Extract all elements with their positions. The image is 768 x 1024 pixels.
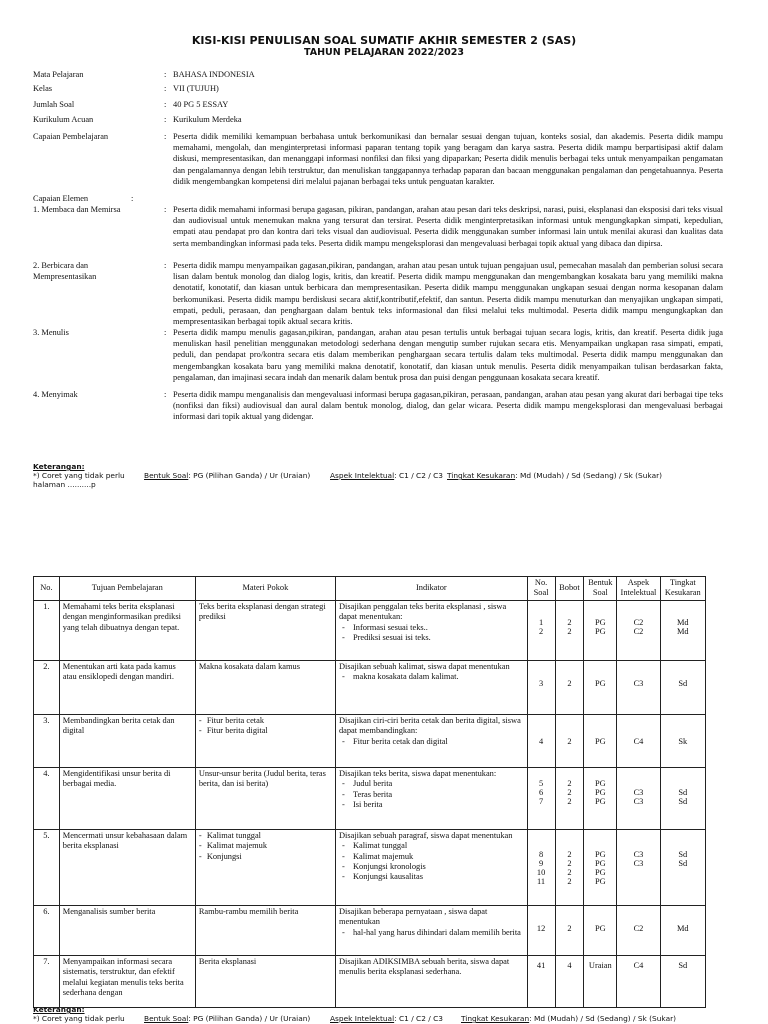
soal-value: 10 xyxy=(536,867,546,877)
info-colon: : xyxy=(131,194,134,203)
cell-indikator xyxy=(335,829,527,905)
cell-materi xyxy=(195,955,335,1007)
cell-indikator xyxy=(335,600,527,660)
info-row xyxy=(33,99,723,114)
bentuk-value: PG xyxy=(594,678,606,688)
cell-materi xyxy=(195,660,335,714)
info-label: Kelas xyxy=(33,84,53,93)
tingkat-value: Md xyxy=(676,617,689,627)
cell-aspek xyxy=(617,829,660,905)
cell-bentuk xyxy=(584,660,617,714)
info-colon: : xyxy=(164,70,167,79)
cell-tujuan xyxy=(59,714,195,767)
aspek-value: C4 xyxy=(633,736,644,746)
table-row xyxy=(34,600,706,660)
cell-bentuk xyxy=(584,829,617,905)
table-row xyxy=(34,829,706,905)
cell-soal xyxy=(527,905,555,955)
row-number: 2. xyxy=(43,661,50,671)
bentuk-value: PG xyxy=(594,867,606,877)
tingkat-value: Md xyxy=(676,626,689,636)
header-bobot: Bobot xyxy=(555,577,584,601)
aspek-value: C3 xyxy=(633,787,644,797)
cell-bobot xyxy=(555,660,584,714)
cell-soal xyxy=(527,955,555,1007)
keterangan-heading: Keterangan: xyxy=(33,1005,85,1014)
indikator-item: - Judul berita xyxy=(339,779,524,789)
aspek-value xyxy=(620,868,656,877)
page-title: KISI-KISI PENULISAN SOAL SUMATIF AKHIR SEMESTER 2 (SAS) xyxy=(191,34,577,47)
info-row xyxy=(33,69,723,83)
elemen-row xyxy=(33,260,723,327)
info-label: Jumlah Soal xyxy=(33,100,75,109)
cell-bobot xyxy=(555,767,584,829)
bentuk-value: PG xyxy=(594,787,606,797)
soal-value: 8 xyxy=(538,849,544,859)
elemen-value: Peserta didik mampu menganalisis dan mengevaluasi informasi berupa gagasan,pikiran, perasaan, pandangan, arahan atau pesan yang akurat dari berbagai tipe teks (nonfiksi dan fiksi) audiovisual dan aural dalam bentuk monolog, dialog, dan gelar wicara. Peserta didik mampu mengeksplorasi dan mengevaluasi berbagai informasi dari topik aktual yang didengar. xyxy=(173,390,723,422)
cell-bentuk xyxy=(584,600,617,660)
aspek-value: : C1 / C2 / C3 xyxy=(394,471,443,480)
aspek-value: C3 xyxy=(633,796,644,806)
table-body xyxy=(34,600,706,1007)
materi-item: - Fitur berita cetak xyxy=(199,716,332,726)
soal-value: 41 xyxy=(536,960,546,970)
cell-indikator xyxy=(335,767,527,829)
info-colon: : xyxy=(164,132,167,141)
cell-no xyxy=(34,905,60,955)
info-colon: : xyxy=(164,100,167,109)
bobot-value: 4 xyxy=(567,960,572,970)
cell-tujuan xyxy=(59,955,195,1007)
bentuk-value: PG xyxy=(594,796,606,806)
materi-text: Makna kosakata dalam kamus xyxy=(198,661,300,671)
table-row xyxy=(34,767,706,829)
cell-no xyxy=(34,600,60,660)
info-colon: : xyxy=(164,115,167,124)
indikator-text: Disajikan sebuah kalimat, siswa dapat menentukan xyxy=(338,661,510,671)
bobot-value: 2 xyxy=(567,849,572,859)
cell-bobot xyxy=(555,905,584,955)
info-value: Kurikulum Merdeka xyxy=(173,115,242,124)
indikator-text: Disajikan beberapa pernyataan , siswa dapat menentukan xyxy=(338,906,488,927)
info-colon: : xyxy=(164,205,167,214)
table-row xyxy=(34,714,706,767)
cell-materi xyxy=(195,767,335,829)
indikator-item: - Informasi sesuai teks.. xyxy=(339,623,524,633)
materi-item: - Konjungsi xyxy=(199,852,332,862)
cell-soal xyxy=(527,767,555,829)
row-number: 5. xyxy=(43,830,50,840)
tingkat-label: Tingkat Kesukaran xyxy=(461,1014,530,1023)
row-number: 6. xyxy=(43,906,50,916)
aspek-value: C4 xyxy=(633,960,644,970)
tingkat-value: Sd xyxy=(678,849,688,859)
tingkat-value: Sd xyxy=(678,678,688,688)
cell-tingkat xyxy=(660,955,705,1007)
keterangan-bottom xyxy=(33,1005,733,1024)
bentuk-value: PG xyxy=(594,778,606,788)
tingkat-label: Tingkat Kesukaran xyxy=(447,471,516,480)
aspek-label: Aspek Intelektual xyxy=(330,471,395,480)
row-number: 1. xyxy=(43,601,50,611)
indikator-item: - Kalimat majemuk xyxy=(339,852,524,862)
indikator-item: - Isi berita xyxy=(339,800,524,810)
elemen-heading: Capaian Elemen xyxy=(33,194,89,203)
indikator-item: - Konjungsi kronologis xyxy=(339,862,524,872)
cell-bobot xyxy=(555,829,584,905)
cell-bobot xyxy=(555,955,584,1007)
cell-no xyxy=(34,714,60,767)
indikator-item: - Kalimat tunggal xyxy=(339,841,524,851)
bobot-value: 2 xyxy=(567,617,572,627)
cell-tingkat xyxy=(660,767,705,829)
soal-value: 9 xyxy=(538,858,544,868)
cell-aspek xyxy=(617,714,660,767)
elemen-label: 1. Membaca dan Memirsa xyxy=(33,205,121,214)
aspek-value: C2 xyxy=(633,617,644,627)
cell-soal xyxy=(527,714,555,767)
indikator-item: - Prediksi sesuai isi teks. xyxy=(339,633,524,643)
keterangan-top xyxy=(33,462,733,492)
info-value: 40 PG 5 ESSAY xyxy=(173,100,229,109)
info-label: Kurikulum Acuan xyxy=(33,115,94,124)
page-subtitle: TAHUN PELAJARAN 2022/2023 xyxy=(303,47,465,58)
bobot-value: 2 xyxy=(567,778,572,788)
elemen-value: Peserta didik mampu menulis gagasan,pikiran, pandangan, arahan atau pesan tertulis untuk berbagai tujuan secara logis, kritis, dan kreatif. Peserta didik juga menuliskan hasil penelitian menggunakan metodologi sederhana dengan mengutip sumber rujukan secara etis. Menyampaikan ungkapan rasa simpati, empati, peduli, dan pendapat pro/kontra secara etis dalam memberikan penghargaan secara tertulis dalam teks multimodal. Peserta didik mampu menggunakan dan mengembangkan kosakata baru yang memiliki makna denotatif, konotatif, dan kiasan untuk menulis. Peserta didik menyampaikan tulisan berdasarkan fakta, pengalaman, dan imajinasi secara indah dan menarik dalam bentuk prosa dan puisi dengan penggunaan kosakata secara kreatif. xyxy=(173,328,723,382)
aspek-value: C2 xyxy=(633,923,644,933)
tujuan-text: Mengidentifikasi unsur berita di berbagai media. xyxy=(62,768,171,789)
indikator-text: Disajikan ciri-ciri berita cetak dan berita digital, siswa dapat membandingkan: xyxy=(338,715,521,736)
cell-no xyxy=(34,767,60,829)
materi-item: - Kalimat tunggal xyxy=(199,831,332,841)
cell-bobot xyxy=(555,600,584,660)
cell-materi xyxy=(195,600,335,660)
cell-no xyxy=(34,829,60,905)
tujuan-text: Menyampaikan informasi secara sistematis, terstruktur, dan efektif melalui kegiatan menulis teks berita sederhana dengan xyxy=(62,956,184,998)
cell-tujuan xyxy=(59,600,195,660)
aspek-value: C2 xyxy=(633,626,644,636)
bobot-value: 2 xyxy=(567,626,572,636)
keterangan-note: *) Coret yang tidak perlu xyxy=(33,471,125,480)
indikator-item: - hal-hal yang harus dihindari dalam memilih berita xyxy=(339,928,524,938)
soal-value: 1 xyxy=(538,617,544,627)
cell-materi xyxy=(195,905,335,955)
cell-soal xyxy=(527,660,555,714)
bentuk-soal-value: : PG (Pilihan Ganda) / Ur (Uraian) xyxy=(188,471,311,480)
cell-aspek xyxy=(617,767,660,829)
cell-bentuk xyxy=(584,905,617,955)
bobot-value: 2 xyxy=(567,796,572,806)
cell-tujuan xyxy=(59,660,195,714)
tujuan-text: Menganalisis sumber berita xyxy=(62,906,156,916)
aspek-label: Aspek Intelektual xyxy=(330,1014,395,1023)
cell-indikator xyxy=(335,955,527,1007)
soal-value: 6 xyxy=(538,787,544,797)
bentuk-value: PG xyxy=(594,617,606,627)
materi-text: Rambu-rambu memilih berita xyxy=(198,906,299,916)
elemen-row xyxy=(33,389,723,423)
tingkat-value xyxy=(664,868,702,877)
aspek-value: C3 xyxy=(633,849,644,859)
cell-bentuk xyxy=(584,767,617,829)
bobot-value: 2 xyxy=(567,858,572,868)
indikator-text: Disajikan sebuah paragraf, siswa dapat menentukan xyxy=(338,830,513,840)
cell-indikator xyxy=(335,905,527,955)
cell-tujuan xyxy=(59,767,195,829)
cell-soal xyxy=(527,829,555,905)
bentuk-value: PG xyxy=(594,858,606,868)
info-label: Mata Pelajaran xyxy=(33,70,84,79)
cell-aspek xyxy=(617,600,660,660)
cell-bobot xyxy=(555,714,584,767)
info-value: BAHASA INDONESIA xyxy=(173,70,255,79)
header-materi: Materi Pokok xyxy=(195,577,335,601)
aspek-value: C3 xyxy=(633,678,644,688)
info-colon: : xyxy=(164,390,167,399)
bobot-value: 2 xyxy=(567,876,572,886)
indikator-item: - Konjungsi kausalitas xyxy=(339,872,524,882)
bentuk-value: PG xyxy=(594,876,606,886)
tingkat-value: : Md (Mudah) / Sd (Sedang) / Sk (Sukar) xyxy=(529,1014,677,1023)
info-value: VII (TUJUH) xyxy=(173,84,219,93)
tingkat-value: Sd xyxy=(678,787,688,797)
cell-tingkat xyxy=(660,905,705,955)
kisi-kisi-table xyxy=(33,576,706,1008)
table-row xyxy=(34,905,706,955)
soal-value: 11 xyxy=(537,876,546,886)
tingkat-value: Sd xyxy=(678,796,688,806)
indikator-item: - Fitur berita cetak dan digital xyxy=(339,737,524,747)
materi-item: - Kalimat majemuk xyxy=(199,841,332,851)
info-label: Capaian Pembelajaran xyxy=(33,132,109,141)
bobot-value: 2 xyxy=(567,787,572,797)
tingkat-value xyxy=(664,877,702,886)
cell-tujuan xyxy=(59,905,195,955)
aspek-value xyxy=(620,779,656,788)
tingkat-value: Sk xyxy=(678,736,688,746)
bobot-value: 2 xyxy=(567,867,572,877)
bobot-value: 2 xyxy=(567,923,572,933)
bobot-value: 2 xyxy=(567,736,572,746)
cell-soal xyxy=(527,600,555,660)
cell-materi xyxy=(195,829,335,905)
elemen-value: Peserta didik mampu menyampaikan gagasan,pikiran, pandangan, arahan atau pesan untuk tujuan pengajuan usul, pemecahan masalah dan pemberian solusi secara lisan dalam bentuk monolog dan dialog logis, kritis, dan kreatif. Peserta didik mampu menggunakan dan mengembangkan kosakata baru yang memiliki makna denotatif, konotatif, dan kiasan untuk berbicara dan mempresentasikan. Peserta didik mampu menggunakan ungkapan sesuai dengan norma kesopanan dalam berkomunikasi. Peserta didik mampu berdiskusi secara aktif,kontributif,efektif, dan santun. Peserta didik mampu menuturkan dan menyajikan ungkapan simpati, empati, peduli, perasaan, dan penghargaan dalam bentuk teks informasional dan fiksi melalui teks multimodal. Peserta didik mampu mengungkapkan dan mempresentasikan berbagai topik aktual secara kritis. xyxy=(173,261,723,327)
header-indikator: Indikator xyxy=(335,577,527,601)
tingkat-value: Md xyxy=(676,923,689,933)
soal-value: 4 xyxy=(538,736,544,746)
row-number: 4. xyxy=(43,768,50,778)
tujuan-text: Mencermati unsur kebahasaan dalam berita eksplanasi xyxy=(62,830,188,851)
keterangan-note: *) Coret yang tidak perlu xyxy=(33,1014,125,1023)
cell-indikator xyxy=(335,660,527,714)
tujuan-text: Menentukan arti kata pada kamus atau ensiklopedi dengan mandiri. xyxy=(62,661,176,682)
cell-no xyxy=(34,660,60,714)
info-value: Peserta didik memiliki kemampuan berbahasa untuk berkomunikasi dan bernalar sesuai dengan tujuan, konteks sosial, dan akademis. Peserta didik mampu memahami, mengolah, dan menginterpretasi informasi paparan tentang topik yang beragam dan karya sastra. Peserta didik mampu berpartisipasi aktif dalam diskusi, mempresentasikan, dan menanggapi informasi nonfiksi dan fiksi yang dipaparkan; Peserta didik menulis berbagai teks untuk menyampaikan pengamatan dan pengalamannya dengan lebih terstruktur, dan menuliskan tanggapannya terhadap paparan dan bacaan menggunakan pengalaman dan pengetahuannya. Peserta didik mengembangkan kompetensi diri melalui pajanan berbagai teks untuk penguatan karakter. xyxy=(173,132,723,186)
soal-value: 7 xyxy=(538,796,544,806)
cell-aspek xyxy=(617,660,660,714)
tingkat-value: : Md (Mudah) / Sd (Sedang) / Sk (Sukar) xyxy=(515,471,663,480)
tingkat-value xyxy=(664,779,702,788)
aspek-value: C3 xyxy=(633,858,644,868)
elemen-label: 2. Berbicara dan Mempresentasikan xyxy=(33,261,97,282)
materi-text: Unsur-unsur berita (Judul berita, teras berita, dan isi berita) xyxy=(198,768,326,789)
materi-text: Teks berita eksplanasi dengan strategi prediksi xyxy=(198,601,326,622)
header-no-soal: No. Soal xyxy=(527,577,555,601)
bentuk-value: PG xyxy=(594,849,606,859)
cell-indikator xyxy=(335,714,527,767)
elemen-heading-row xyxy=(33,193,723,204)
soal-value: 2 xyxy=(538,626,544,636)
info-row xyxy=(33,83,723,99)
cell-no xyxy=(34,955,60,1007)
table-row xyxy=(34,660,706,714)
elemen-label: 3. Menulis xyxy=(33,328,69,337)
info-section xyxy=(33,69,723,423)
header-tingkat: Tingkat Kesukaran xyxy=(660,577,705,601)
info-row xyxy=(33,131,723,193)
cell-materi xyxy=(195,714,335,767)
materi-item: - Fitur berita digital xyxy=(199,726,332,736)
cell-tingkat xyxy=(660,660,705,714)
bobot-value: 2 xyxy=(567,678,572,688)
indikator-item: - Teras berita xyxy=(339,790,524,800)
indikator-text: Disajikan penggalan teks berita eksplanasi , siswa dapat menentukan: xyxy=(338,601,507,622)
tingkat-value: Sd xyxy=(678,960,688,970)
header-aspek: Aspek Intelektual xyxy=(617,577,660,601)
bentuk-soal-value: : PG (Pilihan Ganda) / Ur (Uraian) xyxy=(188,1014,311,1023)
cell-aspek xyxy=(617,905,660,955)
bentuk-value: PG xyxy=(594,736,606,746)
tujuan-text: Membandingkan berita cetak dan digital xyxy=(62,715,175,736)
elemen-row xyxy=(33,204,723,260)
soal-value: 12 xyxy=(536,923,546,933)
bentuk-soal-label: Bentuk Soal xyxy=(144,471,189,480)
indikator-text: Disajikan ADIKSIMBA sebuah berita, siswa dapat menulis berita eksplanasi sederhana. xyxy=(338,956,510,977)
aspek-value: : C1 / C2 / C3 xyxy=(394,1014,443,1023)
info-colon: : xyxy=(164,328,167,337)
cell-tingkat xyxy=(660,714,705,767)
cell-aspek xyxy=(617,955,660,1007)
info-row xyxy=(33,114,723,131)
header-tujuan: Tujuan Pembelajaran xyxy=(59,577,195,601)
tujuan-text: Memahami teks berita eksplanasi dengan menginformasikan prediksi yang telah dibuatnya dengan tepat. xyxy=(62,601,181,632)
row-number: 7. xyxy=(43,956,50,966)
elemen-value: Peserta didik memahami informasi berupa gagasan, pikiran, pandangan, arahan atau pesan dari teks deskripsi, narasi, puisi, eksplanasi dan eksposisi dari teks visual dan audiovisual untuk menemukan makna yang tersurat dan tersirat. Peserta didik menginterpretasikan informasi untuk mengungkapkan simpati, kepedulian, empati atau pendapat pro dan kontra dari teks visual dan audiovisual. Peserta didik menggunakan sumber informasi lain untuk menilai akurasi dan kualitas data serta membandingkan informasi pada teks. Peserta didik mampu mengeksplorasi dan mengevaluasi berbagai topik aktual yang dibaca dan dipirsa. xyxy=(173,205,723,248)
cell-bentuk xyxy=(584,714,617,767)
row-number: 3. xyxy=(43,715,50,725)
elemen-label: 4. Menyimak xyxy=(33,390,78,399)
bentuk-value: Uraian xyxy=(588,960,612,970)
bentuk-soal-label: Bentuk Soal xyxy=(144,1014,189,1023)
info-colon: : xyxy=(164,84,167,93)
cell-tingkat xyxy=(660,829,705,905)
header-bentuk: Bentuk Soal xyxy=(584,577,617,601)
table-row xyxy=(34,955,706,1007)
elemen-row xyxy=(33,327,723,389)
bentuk-value: PG xyxy=(594,923,606,933)
cell-tujuan xyxy=(59,829,195,905)
indikator-item: - makna kosakata dalam kalimat. xyxy=(339,672,524,682)
header-no: No. xyxy=(34,577,60,601)
cell-tingkat xyxy=(660,600,705,660)
soal-value: 3 xyxy=(538,678,544,688)
table-header-row xyxy=(34,577,706,601)
keterangan-note2: halaman ..........p xyxy=(33,480,96,489)
aspek-value xyxy=(620,877,656,886)
indikator-text: Disajikan teks berita, siswa dapat menentukan: xyxy=(338,768,497,778)
materi-text: Berita eksplanasi xyxy=(198,956,257,966)
cell-bentuk xyxy=(584,955,617,1007)
soal-value: 5 xyxy=(538,778,544,788)
bentuk-value: PG xyxy=(594,626,606,636)
keterangan-heading: Keterangan: xyxy=(33,462,85,471)
info-colon: : xyxy=(164,261,167,270)
tingkat-value: Sd xyxy=(678,858,688,868)
